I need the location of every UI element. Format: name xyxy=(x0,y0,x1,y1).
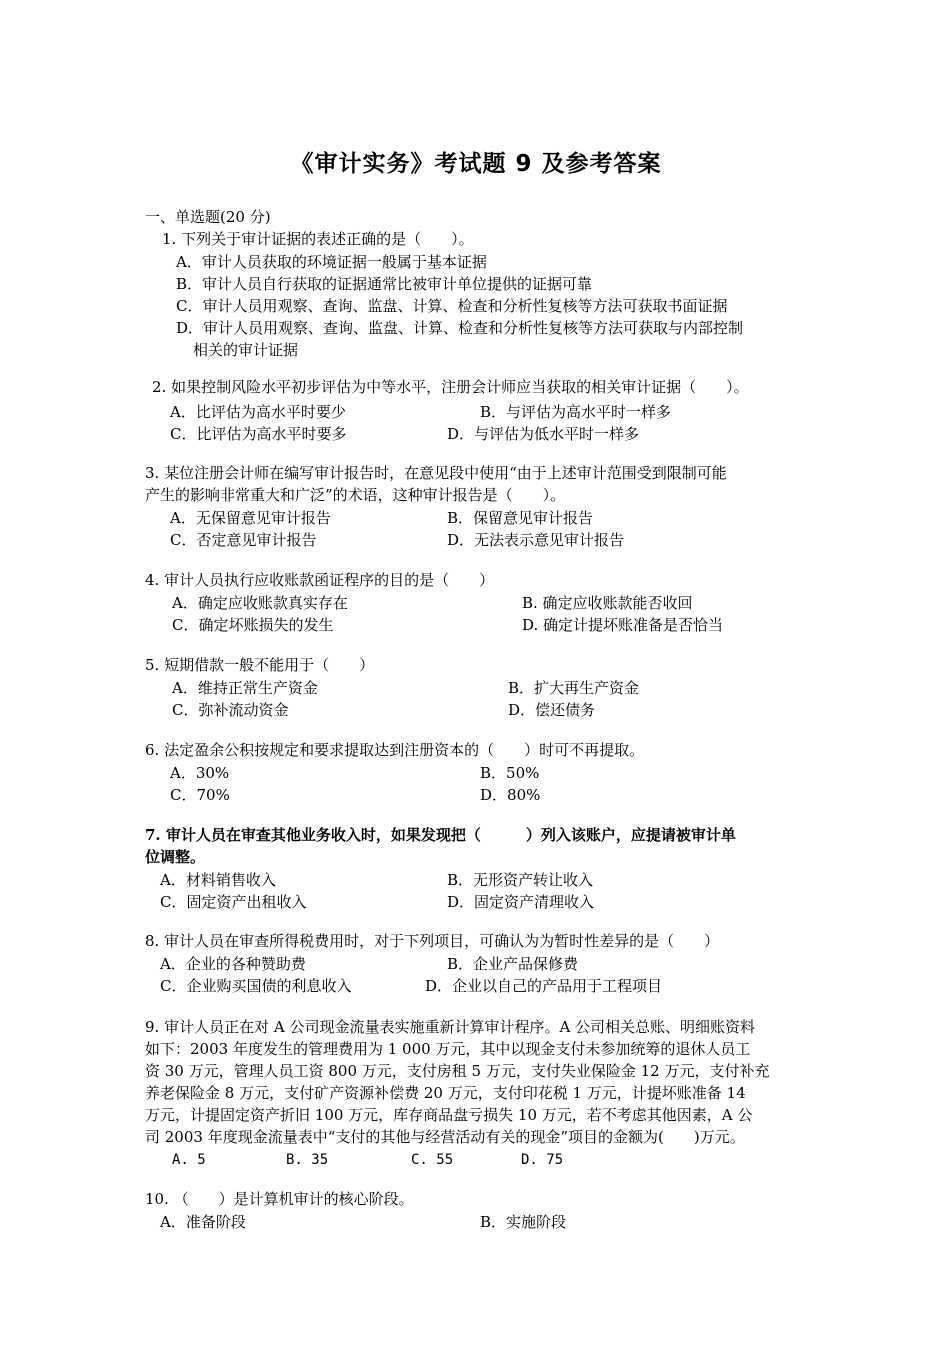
question-5-option-b: B．扩大再生产资金 xyxy=(508,679,640,697)
question-9-stem-line-1: 9. 审计人员正在对 A 公司现金流量表实施重新计算审计程序。A 公司相关总账、明细账资料 xyxy=(145,1018,756,1036)
question-9-stem-line-4: 养老保险金 8 万元，支付矿产资源补偿费 20 万元，支付印花税 1 万元，计提坏账准备 14 xyxy=(145,1084,746,1102)
question-4-option-b: B. 确定应收账款能否收回 xyxy=(522,594,693,612)
question-1-option-d-continued: 相关的审计证据 xyxy=(193,341,299,359)
question-4-option-c: C．确定坏账损失的发生 xyxy=(172,616,334,634)
question-10-option-b: B．实施阶段 xyxy=(480,1213,567,1231)
question-7-option-b: B．无形资产转让收入 xyxy=(447,871,594,889)
question-6-option-a: A．30% xyxy=(170,764,230,782)
question-9-stem-line-5: 万元，计提固定资产折旧 100 万元，库存商品盘亏损失 10 万元，若不考虑其他因素，A 公 xyxy=(145,1106,753,1124)
question-2-option-c: C．比评估为高水平时要多 xyxy=(170,425,347,443)
question-8-option-a: A．企业的各种赞助费 xyxy=(160,955,306,973)
question-3-stem: 3. 某位注册会计师在编写审计报告时，在意见段中使用“由于上述审计范围受到限制可能 xyxy=(145,464,727,482)
question-4-option-d: D. 确定计提坏账准备是否恰当 xyxy=(522,616,724,634)
question-5-option-d: D．偿还债务 xyxy=(508,701,596,719)
question-6-option-c: C．70% xyxy=(170,786,230,804)
question-7-option-a: A．材料销售收入 xyxy=(160,871,276,889)
question-9-option-d: D. 75 xyxy=(521,1152,564,1168)
question-3-option-d: D．无法表示意见审计报告 xyxy=(447,531,625,549)
question-3-option-b: B．保留意见审计报告 xyxy=(447,509,594,527)
question-7-option-d: D．固定资产清理收入 xyxy=(447,893,595,911)
question-9-stem-line-2: 如下：2003 年度发生的管理费用为 1 000 万元，其中以现金支付未参加统筹的退休人员工 xyxy=(145,1040,751,1058)
section-heading: 一、单选题(20 分) xyxy=(145,208,271,226)
question-9-stem-line-6: 司 2003 年度现金流量表中“支付的其他与经营活动有关的现金”项目的金额为( )万元。 xyxy=(145,1128,745,1146)
question-7-stem: 7. 审计人员在审查其他业务收入时，如果发现把（ ）列入该账户，应提请被审计单 xyxy=(145,826,736,844)
question-2-option-d: D．与评估为低水平时一样多 xyxy=(447,425,640,443)
question-8-option-c: C．企业购买国债的利息收入 xyxy=(160,977,352,995)
question-1-option-d: D．审计人员用观察、查询、监盘、计算、检查和分析性复核等方法可获取与内部控制 xyxy=(176,319,744,337)
question-10-stem: 10. （ ）是计算机审计的核心阶段。 xyxy=(145,1190,414,1208)
question-3-option-a: A．无保留意见审计报告 xyxy=(170,509,331,527)
question-8-option-d: D．企业以自己的产品用于工程项目 xyxy=(425,977,663,995)
question-3-stem-continued: 产生的影响非常重大和广泛”的术语，这种审计报告是（ ）。 xyxy=(145,486,566,504)
question-1-option-c: C．审计人员用观察、查询、监盘、计算、检查和分析性复核等方法可获取书面证据 xyxy=(176,297,728,315)
question-2-option-a: A．比评估为高水平时要少 xyxy=(170,403,346,421)
question-5-stem: 5. 短期借款一般不能用于（ ） xyxy=(145,656,375,674)
question-8-option-b: B．企业产品保修费 xyxy=(447,955,579,973)
question-2-option-b: B．与评估为高水平时一样多 xyxy=(480,403,672,421)
question-8-stem: 8. 审计人员在审查所得税费用时，对于下列项目，可确认为为暂时性差异的是（ ） xyxy=(145,932,720,950)
question-9-option-c: C. 55 xyxy=(411,1152,454,1168)
question-6-option-b: B．50% xyxy=(480,764,540,782)
question-5-option-c: C．弥补流动资金 xyxy=(172,701,289,719)
page-title: 《审计实务》考试题 9 及参考答案 xyxy=(290,151,662,177)
question-4-option-a: A．确定应收账款真实存在 xyxy=(172,594,348,612)
question-1-stem: 1. 下列关于审计证据的表述正确的是（ ）。 xyxy=(162,230,474,248)
question-3-option-c: C．否定意见审计报告 xyxy=(170,531,317,549)
question-1-option-a: A．审计人员获取的环境证据一般属于基本证据 xyxy=(176,253,487,271)
question-1-option-b: B．审计人员自行获取的证据通常比被审计单位提供的证据可靠 xyxy=(176,275,593,293)
question-7-stem-continued: 位调整。 xyxy=(145,848,206,866)
question-9-option-b: B. 35 xyxy=(286,1152,329,1168)
question-5-option-a: A．维持正常生产资金 xyxy=(172,679,318,697)
question-10-option-a: A．准备阶段 xyxy=(160,1213,246,1231)
question-6-stem: 6. 法定盈余公积按规定和要求提取达到注册资本的（ ）时可不再提取。 xyxy=(145,741,645,759)
question-2-stem: 2. 如果控制风险水平初步评估为中等水平，注册会计师应当获取的相关审计证据（ ）。 xyxy=(152,378,749,396)
question-4-stem: 4. 审计人员执行应收账款函证程序的目的是（ ） xyxy=(145,571,495,589)
question-9-option-a: A. 5 xyxy=(172,1152,206,1168)
question-9-stem-line-3: 资 30 万元，管理人员工资 800 万元，支付房租 5 万元，支付失业保险金 12 万元，支付补充 xyxy=(145,1062,770,1080)
question-7-option-c: C．固定资产出租收入 xyxy=(160,893,307,911)
question-6-option-d: D．80% xyxy=(480,786,541,804)
